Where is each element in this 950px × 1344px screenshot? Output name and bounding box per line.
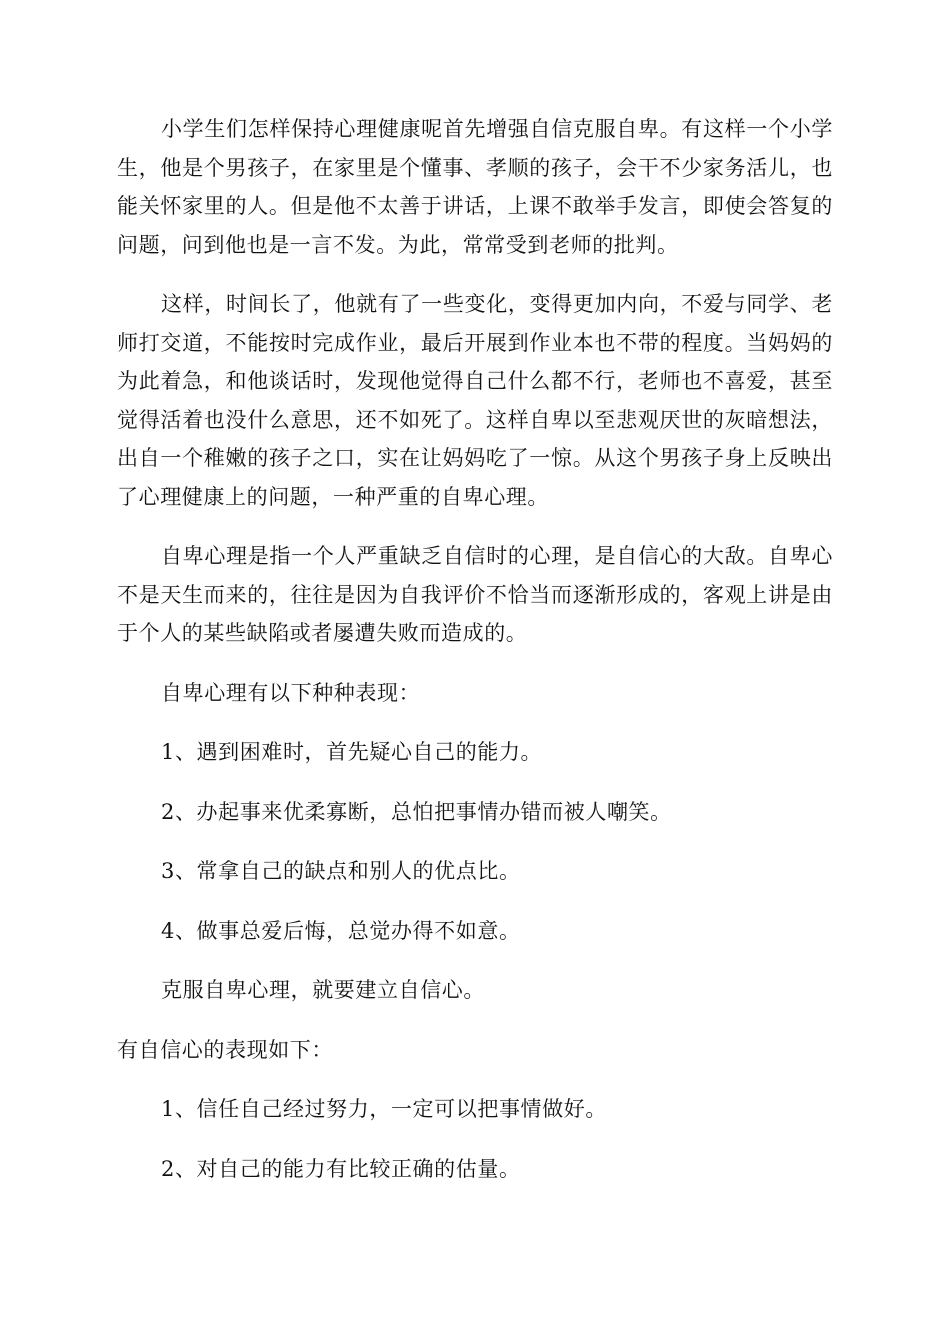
symptom-item-3: 3、常拿自己的缺点和别人的优点比。 bbox=[161, 859, 521, 883]
document-page bbox=[117, 110, 833, 1209]
symptoms-intro: 自卑心理有以下种种表现： bbox=[161, 680, 421, 705]
paragraph-story: 这样，时间长了，他就有了一些变化，变得更加内向，不爱与同学、老师打交道，不能按时完成作业，最后开展到作业本也不带的程度。当妈妈的为此着急，和他谈话时，发现他觉得自己什么都不行，老师也不喜爱，甚至觉得活着也没什么意思，还不如死了。这样自卑以至悲观厌世的灰暗想法，出自一个稚嫩的孩子之口，实在让妈妈吃了一惊。从这个男孩子身上反映出了心理健康上的问题，一种严重的自卑心理。 bbox=[117, 292, 833, 509]
paragraph-definition: 自卑心理是指一个人严重缺乏自信时的心理，是自信心的大敌。自卑心不是天生而来的，往往是因为自我评价不恰当而逐渐形成的，客观上讲是由于个人的某些缺陷或者屡遭失败而造成的。 bbox=[117, 544, 833, 645]
symptom-item-1: 1、遇到困难时，首先疑心自己的能力。 bbox=[161, 740, 543, 764]
paragraph-intro: 小学生们怎样保持心理健康呢首先增强自信克服自卑。有这样一个小学生，他是个男孩子，在家里是个懂事、孝顺的孩子，会干不少家务活儿，也能关怀家里的人。但是他不太善于讲话，上课不敢举手发言，即使会答复的问题，问到他也是一言不发。为此，常常受到老师的批判。 bbox=[117, 117, 833, 257]
overcome-statement: 克服自卑心理，就要建立自信心。 bbox=[161, 978, 485, 1002]
symptom-item-4: 4、做事总爱后悔，总觉办得不如意。 bbox=[161, 918, 521, 943]
confidence-intro: 有自信心的表现如下： bbox=[117, 1037, 333, 1062]
confidence-item-1: 1、信任自己经过努力，一定可以把事情做好。 bbox=[161, 1097, 607, 1121]
symptom-item-2: 2、办起事来优柔寡断，总怕把事情办错而被人嘲笑。 bbox=[161, 799, 672, 824]
confidence-item-2: 2、对自己的能力有比较正确的估量。 bbox=[161, 1156, 521, 1181]
